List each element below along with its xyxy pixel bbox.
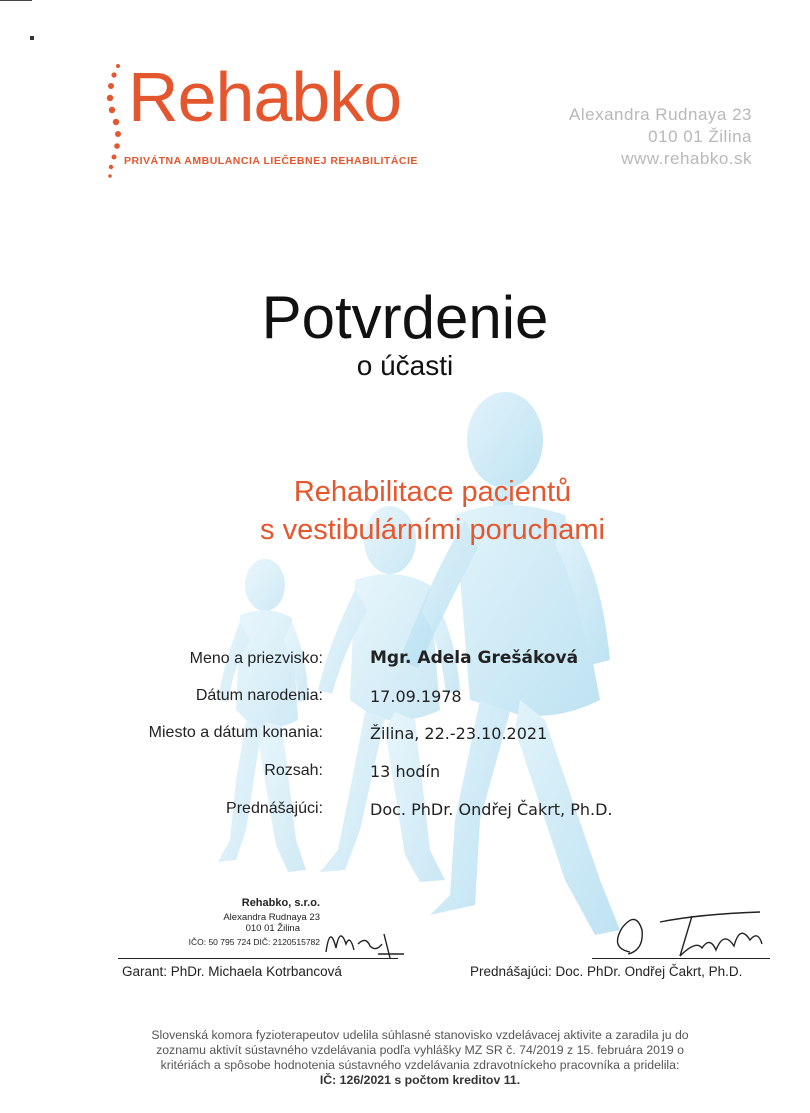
accreditation-note: [100, 1028, 740, 1088]
garant-signature-line: [118, 958, 398, 959]
page-subtitle: o účasti: [356, 350, 454, 381]
lecturer-caption: Prednášajúci: Doc. PhDr. Ondřej Čakrt, Ph.D.: [470, 964, 743, 979]
stamp-ids: IČO: 50 795 724 DIČ: 2120515782: [188, 937, 320, 947]
scan-edge: [0, 0, 32, 1]
detail-value-name: Mgr. Adela Grešáková: [370, 648, 579, 668]
detail-value-place-date: Žilina, 22.-23.10.2021: [370, 724, 548, 743]
stamp-block: [150, 897, 320, 947]
detail-value-lecturer: Doc. PhDr. Ondřej Čakrt, Ph.D.: [370, 800, 613, 819]
scan-mark: [30, 36, 34, 40]
logo-subtitle: PRIVÁTNA AMBULANCIA LIEČEBNEJ REHABILITÁCIE: [124, 155, 418, 167]
figure-small: [218, 559, 308, 872]
detail-value-birthdate: 17.09.1978: [370, 687, 462, 706]
detail-label-scope: Rozsah:: [264, 762, 323, 779]
stamp-city: 010 01 Žilina: [245, 923, 300, 934]
garant-caption: Garant: PhDr. Michaela Kotrbancová: [122, 964, 342, 979]
website-link[interactable]: www.rehabko.sk: [621, 149, 752, 168]
address-street: Alexandra Rudnaya 23: [569, 105, 752, 124]
accreditation-line-2: zoznamu aktivít sústavného vzdelávania podľa vyhlášky MZ SR č. 74/2019 z 15. februára 2019 o: [156, 1043, 684, 1057]
course-name-line-1: Rehabilitace pacientů: [293, 476, 572, 508]
page-title: Potvrdenie: [261, 284, 549, 351]
course-name-line-2: s vestibulárními poruchami: [260, 514, 605, 546]
detail-label-lecturer: Prednášajúci:: [226, 800, 323, 817]
logo-text: Rehabko: [128, 58, 402, 136]
garant-signature: [318, 914, 408, 964]
accreditation-line-4: IČ: 126/2021 s počtom kreditov 11.: [319, 1073, 521, 1087]
detail-label-place-date: Miesto a dátum konania:: [148, 724, 323, 741]
stamp-street: Alexandra Rudnaya 23: [223, 912, 320, 923]
lecturer-signature-line: [592, 958, 770, 959]
address-city: 010 01 Žilina: [648, 127, 752, 146]
accreditation-line-1: Slovenská komora fyzioterapeutov udelila súhlasné stanovisko vzdelávacej aktivite a zaradila ju do: [151, 1028, 689, 1042]
detail-value-scope: 13 hodín: [370, 762, 441, 781]
accreditation-line-3: kritériách a spôsobe hodnotenia sústavného vzdelávania zdravotníckeho pracovníka a pridelila:: [160, 1058, 680, 1072]
lecturer-signature: [600, 900, 790, 970]
detail-label-birthdate: Dátum narodenia:: [195, 687, 323, 704]
detail-label-name: Meno a priezvisko:: [189, 650, 323, 667]
stamp-company: Rehabko, s.r.o.: [241, 897, 320, 909]
